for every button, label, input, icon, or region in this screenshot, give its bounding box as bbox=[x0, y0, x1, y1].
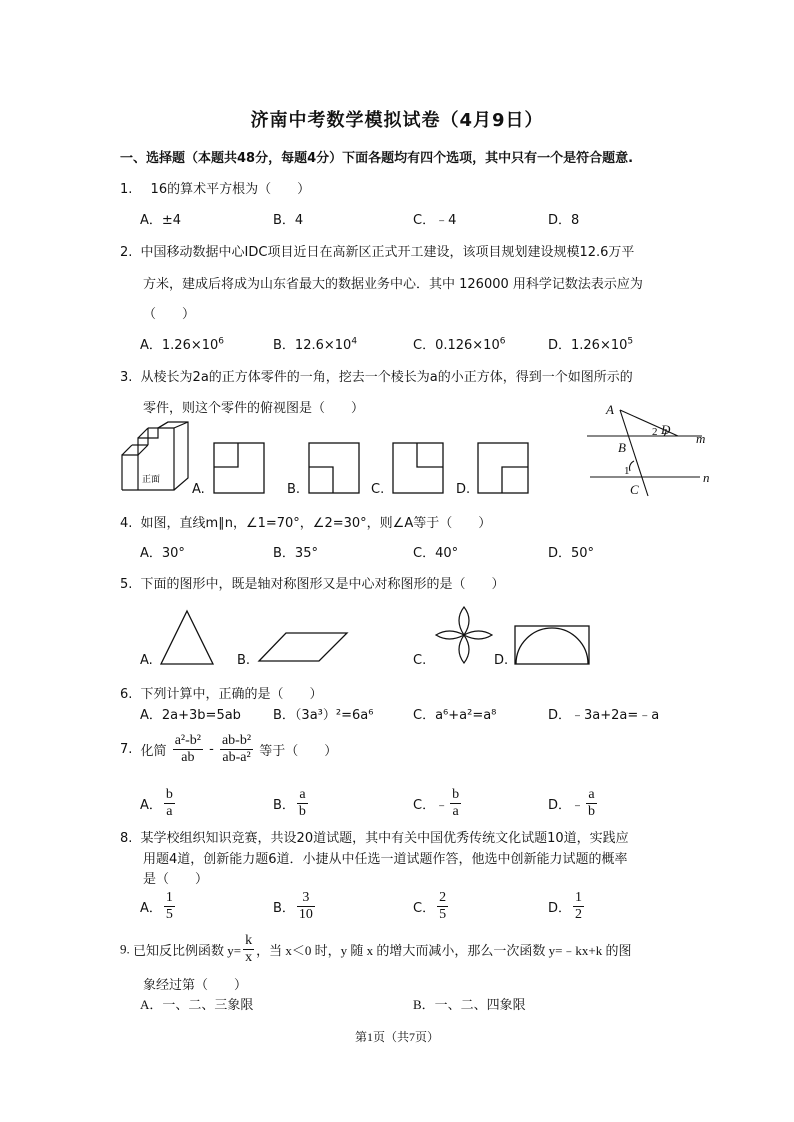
question-3 bbox=[120, 366, 633, 385]
q6-option-b: B．（3a³）²=6a⁶ bbox=[273, 708, 374, 723]
q2-option-b: B．$12.6\times 10^4$ bbox=[273, 336, 358, 353]
question-6 bbox=[120, 683, 323, 702]
question-1 bbox=[120, 178, 310, 197]
point-b-label: B bbox=[618, 440, 626, 455]
question-5 bbox=[120, 573, 505, 592]
question-text: 中国移动数据中心IDC项目近日在高新区正式开工建设，该项目规划建设规模12.6万平 bbox=[140, 245, 635, 260]
page-footer: 第1页（共7页） bbox=[354, 1030, 439, 1044]
q9-option-b: B．一、二、四象限 bbox=[413, 997, 526, 1012]
q7-option-d: D．﹣ $\frac{a}{b}$ bbox=[548, 787, 596, 820]
q3-option-c: C. bbox=[371, 482, 385, 497]
question-number: 5. bbox=[120, 577, 133, 592]
question-number: 4. bbox=[120, 516, 133, 531]
question-text: 零件，则这个零件的俯视图是（ ） bbox=[143, 401, 365, 416]
section-heading: 一、选择题（本题共48分，每题4分）下面各题均有四个选项，其中只有一个是符合题意. bbox=[120, 151, 634, 166]
q6-option-c: C．a⁶+a²=a⁸ bbox=[413, 708, 497, 723]
q5-option-a: A. bbox=[140, 653, 153, 668]
q3-option-d: D. bbox=[456, 482, 471, 497]
q5-option-b: B. bbox=[237, 653, 251, 668]
question-number: 6. bbox=[120, 687, 133, 702]
question-number: 3. bbox=[120, 370, 133, 385]
front-label: 正面 bbox=[142, 475, 161, 485]
q8-option-d: D． $\frac{1}{2}$ bbox=[548, 890, 583, 923]
question-number: 7. bbox=[120, 742, 133, 758]
q4-option-d: D．50° bbox=[548, 546, 595, 561]
line-n-label: n bbox=[703, 470, 710, 485]
q3-option-b: B. bbox=[287, 482, 301, 497]
q6-option-a: A．2a+3b=5ab bbox=[140, 708, 241, 723]
question-text: 用题4道，创新能力题6道．小捷从中任选一道试题作答，他选中创新能力试题的概率 bbox=[143, 852, 628, 867]
question-text: 某学校组织知识竞赛，共设20道试题，其中有关中国优秀传统文化试题10道，实践应 bbox=[140, 831, 629, 846]
q8-option-b: B． $\frac{3}{10}$ bbox=[273, 890, 313, 923]
q7-option-b: B． $\frac{a}{b}$ bbox=[273, 787, 306, 820]
angle-2-label: 2 bbox=[652, 426, 658, 438]
question-text: 等于（ ） bbox=[259, 744, 338, 760]
line-m-label: m bbox=[696, 431, 706, 446]
question-text: 下面的图形中，既是轴对称图形又是中心对称图形的是（ ） bbox=[140, 577, 505, 592]
q9-option-a: A．一、二、三象限 bbox=[140, 997, 254, 1012]
question-number: 1. bbox=[120, 182, 133, 197]
q3-option-a: A. bbox=[192, 482, 205, 497]
question-text: 是（ ） bbox=[143, 872, 209, 887]
four-petal-shape bbox=[432, 605, 496, 665]
q1-option-d: D．8 bbox=[548, 213, 580, 228]
question-text: 方米，建成后将成为山东省最大的数据业务中心．其中 126000 用科学记数法表示应为 bbox=[143, 277, 643, 292]
q1-option-a: A．±4 bbox=[140, 213, 182, 228]
point-a-label: A bbox=[606, 402, 614, 417]
question-text: 化简 bbox=[140, 744, 167, 760]
point-c-label: C bbox=[630, 482, 639, 497]
q3-figure-c bbox=[392, 442, 444, 494]
q7-option-a: A． $\frac{b}{a}$ bbox=[140, 787, 173, 820]
question-text: 下列计算中，正确的是（ ） bbox=[140, 687, 323, 702]
question-text: 16的算术平方根为（ ） bbox=[150, 182, 311, 197]
cube-figure bbox=[118, 420, 193, 495]
q2-option-a: A．$1.26\times 10^6$ bbox=[140, 336, 225, 353]
q5-option-d: D. bbox=[494, 653, 509, 668]
q8-option-c: C． $\frac{2}{5}$ bbox=[413, 890, 447, 923]
point-d-label: D bbox=[661, 422, 671, 437]
angle-1-label: 1 bbox=[624, 465, 630, 477]
q8-option-a: A． $\frac{1}{5}$ bbox=[140, 890, 173, 923]
q4-option-a: A．30° bbox=[140, 546, 185, 561]
q3-figure-b bbox=[308, 442, 360, 494]
question-text: （ ） bbox=[143, 307, 196, 322]
parallelogram-shape bbox=[256, 630, 350, 664]
q1-option-c: C．﹣4 bbox=[413, 213, 457, 228]
q3-figure-d bbox=[477, 442, 529, 494]
semicircle-rectangle-shape bbox=[513, 624, 591, 666]
page-title: 济南中考数学模拟试卷（4月9日） bbox=[250, 110, 544, 131]
question-7: 7. 化简 $\frac{\text{a²-b²}}{ab}$ - $\frac{\text{ab-b²}}{\text{ab-a²}}$ 等于（ ） bbox=[120, 733, 338, 766]
q6-option-d: D．﹣3a+2a=﹣a bbox=[548, 708, 660, 723]
parallel-lines-figure bbox=[582, 398, 722, 502]
question-number: 9. bbox=[120, 941, 130, 957]
q4-option-b: B．35° bbox=[273, 546, 318, 561]
triangle-shape bbox=[158, 608, 216, 666]
q2-option-d: D．$1.26\times 10^5$ bbox=[548, 336, 634, 353]
q1-option-b: B．4 bbox=[273, 213, 304, 228]
fraction: $\frac{\text{ab-b²}}{\text{ab-a²}}$ bbox=[221, 733, 252, 766]
q5-option-c: C. bbox=[413, 653, 427, 668]
question-text: 象经过第（ ） bbox=[143, 977, 248, 992]
question-text: 如图，直线m∥n，∠1=70°，∠2=30°，则∠A等于（ ） bbox=[140, 516, 492, 531]
q7-option-c: C．﹣ $\frac{b}{a}$ bbox=[413, 787, 460, 820]
question-text: ，当 x＜0 时，y 随 x 的增大而减小，那么一次函数 y=﹣kx+k 的图 bbox=[256, 943, 632, 959]
question-2 bbox=[120, 241, 634, 260]
question-number: 8. bbox=[120, 831, 133, 846]
q2-option-c: C．$0.126\times 10^6$ bbox=[413, 336, 506, 353]
q4-option-c: C．40° bbox=[413, 546, 459, 561]
question-text: 已知反比例函数 y= bbox=[133, 943, 242, 959]
question-number: 2. bbox=[120, 245, 133, 260]
fraction: $\frac{\text{a²-b²}}{ab}$ bbox=[174, 733, 201, 766]
question-4 bbox=[120, 512, 491, 531]
question-9: 9. 已知反比例函数 y= $\frac{k}{x}$ ，当 x＜0 时，y 随 x 的增大而减小，那么一次函数 y=﹣kx+k 的图 bbox=[120, 933, 632, 966]
q3-figure-a bbox=[213, 442, 265, 494]
question-text: 从棱长为2a的正方体零件的一角，挖去一个棱长为a的小正方体，得到一个如图所示的 bbox=[140, 370, 633, 385]
question-8 bbox=[120, 827, 629, 846]
